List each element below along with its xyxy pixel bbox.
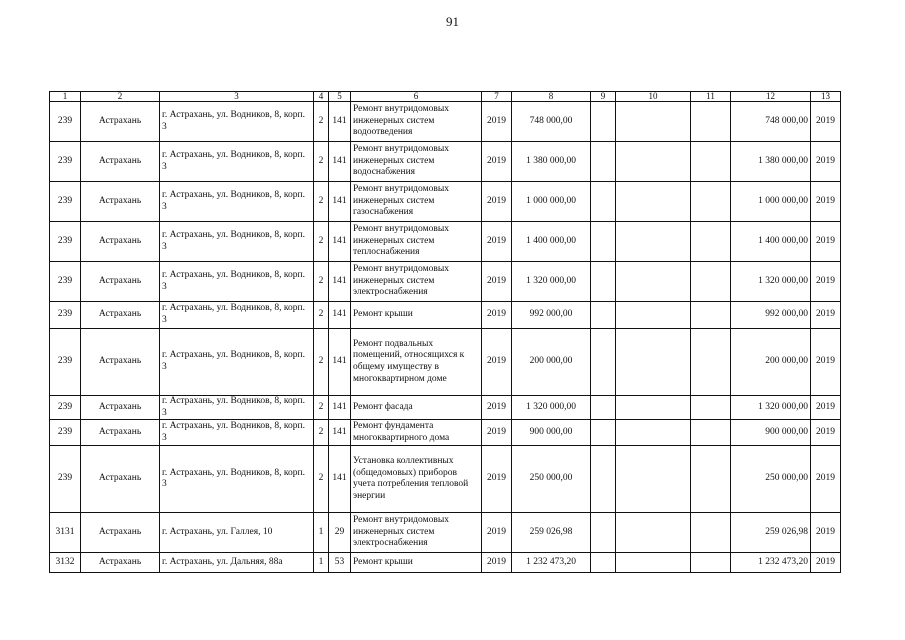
floors-cell: 2 [314,446,329,513]
table-row [50,446,841,513]
year-cell: 2019 [482,446,512,513]
code-cell: 141 [329,222,351,262]
column-9-cell [591,302,616,329]
cost-cell: 1 232 473,20 [512,553,591,573]
city-cell: Астрахань [81,553,160,573]
work-type-cell: Ремонт внутридомовых инженерных систем электроснабжения [351,262,482,302]
year-cell: 2019 [482,513,512,553]
cost-cell: 1 000 000,00 [512,182,591,222]
completion-year-cell: 2019 [811,142,841,182]
row-id-cell: 239 [50,222,81,262]
column-header: 12 [731,92,811,102]
total-cost-cell: 250 000,00 [731,446,811,513]
column-header: 11 [691,92,731,102]
row-id-cell: 239 [50,396,81,420]
completion-year-cell: 2019 [811,513,841,553]
total-cost-cell: 1 000 000,00 [731,182,811,222]
work-type-cell: Ремонт крыши [351,302,482,329]
cost-cell: 1 320 000,00 [512,262,591,302]
column-11-cell [691,182,731,222]
floors-cell: 1 [314,513,329,553]
table-body [50,92,841,573]
column-9-cell [591,102,616,142]
column-9-cell [591,553,616,573]
table-row [50,222,841,262]
column-11-cell [691,513,731,553]
floors-cell: 2 [314,302,329,329]
column-9-cell [591,420,616,446]
table-row [50,513,841,553]
column-header: 3 [160,92,314,102]
code-cell: 141 [329,420,351,446]
total-cost-cell: 992 000,00 [731,302,811,329]
floors-cell: 2 [314,102,329,142]
city-cell: Астрахань [81,420,160,446]
column-header: 9 [591,92,616,102]
table-row [50,182,841,222]
column-10-cell [616,142,691,182]
address-cell: г. Астрахань, ул. Водников, 8, корп. 3 [160,142,314,182]
address-cell: г. Астрахань, ул. Водников, 8, корп. 3 [160,102,314,142]
column-10-cell [616,182,691,222]
code-cell: 141 [329,396,351,420]
completion-year-cell: 2019 [811,102,841,142]
total-cost-cell: 1 232 473,20 [731,553,811,573]
column-10-cell [616,513,691,553]
code-cell: 29 [329,513,351,553]
city-cell: Астрахань [81,222,160,262]
city-cell: Астрахань [81,513,160,553]
address-cell: г. Астрахань, ул. Дальняя, 88а [160,553,314,573]
city-cell: Астрахань [81,102,160,142]
floors-cell: 2 [314,329,329,396]
column-header: 8 [512,92,591,102]
total-cost-cell: 259 026,98 [731,513,811,553]
row-id-cell: 239 [50,102,81,142]
column-header: 5 [329,92,351,102]
work-type-cell: Ремонт внутридомовых инженерных систем водоотведения [351,102,482,142]
column-10-cell [616,302,691,329]
column-header: 4 [314,92,329,102]
city-cell: Астрахань [81,329,160,396]
row-id-cell: 239 [50,182,81,222]
floors-cell: 2 [314,420,329,446]
floors-cell: 1 [314,553,329,573]
completion-year-cell: 2019 [811,302,841,329]
column-10-cell [616,102,691,142]
column-11-cell [691,302,731,329]
code-cell: 141 [329,302,351,329]
floors-cell: 2 [314,142,329,182]
address-cell: г. Астрахань, ул. Водников, 8, корп. 3 [160,182,314,222]
column-11-cell [691,142,731,182]
completion-year-cell: 2019 [811,329,841,396]
completion-year-cell: 2019 [811,396,841,420]
cost-cell: 200 000,00 [512,329,591,396]
column-header: 13 [811,92,841,102]
column-10-cell [616,446,691,513]
column-11-cell [691,222,731,262]
table-row [50,329,841,396]
total-cost-cell: 200 000,00 [731,329,811,396]
code-cell: 141 [329,329,351,396]
total-cost-cell: 1 380 000,00 [731,142,811,182]
table-row [50,142,841,182]
column-11-cell [691,420,731,446]
column-10-cell [616,396,691,420]
address-cell: г. Астрахань, ул. Водников, 8, корп. 3 [160,396,314,420]
code-cell: 141 [329,446,351,513]
cost-cell: 1 380 000,00 [512,142,591,182]
column-9-cell [591,329,616,396]
cost-cell: 250 000,00 [512,446,591,513]
year-cell: 2019 [482,262,512,302]
column-9-cell [591,222,616,262]
work-type-cell: Ремонт внутридомовых инженерных систем газоснабжения [351,182,482,222]
column-10-cell [616,553,691,573]
work-type-cell: Ремонт внутридомовых инженерных систем теплоснабжения [351,222,482,262]
address-cell: г. Астрахань, ул. Водников, 8, корп. 3 [160,420,314,446]
table-row [50,396,841,420]
year-cell: 2019 [482,302,512,329]
total-cost-cell: 900 000,00 [731,420,811,446]
total-cost-cell: 1 400 000,00 [731,222,811,262]
completion-year-cell: 2019 [811,182,841,222]
year-cell: 2019 [482,553,512,573]
work-type-cell: Ремонт фундамента многоквартирного дома [351,420,482,446]
completion-year-cell: 2019 [811,420,841,446]
column-9-cell [591,262,616,302]
completion-year-cell: 2019 [811,446,841,513]
column-header: 2 [81,92,160,102]
column-number-row [50,92,841,102]
column-10-cell [616,262,691,302]
address-cell: г. Астрахань, ул. Водников, 8, корп. 3 [160,446,314,513]
row-id-cell: 3132 [50,553,81,573]
table-row [50,102,841,142]
code-cell: 53 [329,553,351,573]
row-id-cell: 3131 [50,513,81,553]
cost-cell: 1 320 000,00 [512,396,591,420]
page-number: 91 [446,14,459,29]
column-11-cell [691,102,731,142]
code-cell: 141 [329,102,351,142]
total-cost-cell: 1 320 000,00 [731,262,811,302]
work-type-cell: Установка коллективных (общедомовых) приборов учета потребления тепловой энергии [351,446,482,513]
code-cell: 141 [329,182,351,222]
cost-cell: 259 026,98 [512,513,591,553]
column-11-cell [691,553,731,573]
floors-cell: 2 [314,182,329,222]
row-id-cell: 239 [50,420,81,446]
floors-cell: 2 [314,396,329,420]
address-cell: г. Астрахань, ул. Водников, 8, корп. 3 [160,329,314,396]
column-9-cell [591,142,616,182]
column-9-cell [591,446,616,513]
completion-year-cell: 2019 [811,222,841,262]
column-10-cell [616,420,691,446]
column-9-cell [591,513,616,553]
address-cell: г. Астрахань, ул. Водников, 8, корп. 3 [160,262,314,302]
column-header: 10 [616,92,691,102]
cost-cell: 900 000,00 [512,420,591,446]
completion-year-cell: 2019 [811,553,841,573]
column-9-cell [591,182,616,222]
total-cost-cell: 748 000,00 [731,102,811,142]
column-11-cell [691,262,731,302]
row-id-cell: 239 [50,142,81,182]
column-10-cell [616,222,691,262]
cost-cell: 748 000,00 [512,102,591,142]
city-cell: Астрахань [81,262,160,302]
row-id-cell: 239 [50,262,81,302]
table-row [50,302,841,329]
floors-cell: 2 [314,262,329,302]
year-cell: 2019 [482,102,512,142]
table-row [50,262,841,302]
city-cell: Астрахань [81,302,160,329]
city-cell: Астрахань [81,142,160,182]
row-id-cell: 239 [50,302,81,329]
work-type-cell: Ремонт крыши [351,553,482,573]
row-id-cell: 239 [50,329,81,396]
column-header: 1 [50,92,81,102]
year-cell: 2019 [482,222,512,262]
column-11-cell [691,329,731,396]
column-header: 6 [351,92,482,102]
address-cell: г. Астрахань, ул. Галлея, 10 [160,513,314,553]
column-10-cell [616,329,691,396]
work-type-cell: Ремонт внутридомовых инженерных систем электроснабжения [351,513,482,553]
city-cell: Астрахань [81,396,160,420]
cost-cell: 1 400 000,00 [512,222,591,262]
completion-year-cell: 2019 [811,262,841,302]
capital-repair-table [49,91,841,573]
year-cell: 2019 [482,182,512,222]
city-cell: Астрахань [81,446,160,513]
table-row [50,553,841,573]
code-cell: 141 [329,142,351,182]
row-id-cell: 239 [50,446,81,513]
year-cell: 2019 [482,420,512,446]
work-type-cell: Ремонт фасада [351,396,482,420]
cost-cell: 992 000,00 [512,302,591,329]
work-type-cell: Ремонт подвальных помещений, относящихся к общему имуществу в многоквартирном доме [351,329,482,396]
column-9-cell [591,396,616,420]
floors-cell: 2 [314,222,329,262]
column-11-cell [691,446,731,513]
year-cell: 2019 [482,142,512,182]
total-cost-cell: 1 320 000,00 [731,396,811,420]
address-cell: г. Астрахань, ул. Водников, 8, корп. 3 [160,302,314,329]
city-cell: Астрахань [81,182,160,222]
year-cell: 2019 [482,396,512,420]
year-cell: 2019 [482,329,512,396]
work-type-cell: Ремонт внутридомовых инженерных систем водоснабжения [351,142,482,182]
address-cell: г. Астрахань, ул. Водников, 8, корп. 3 [160,222,314,262]
code-cell: 141 [329,262,351,302]
column-11-cell [691,396,731,420]
table-row [50,420,841,446]
column-header: 7 [482,92,512,102]
